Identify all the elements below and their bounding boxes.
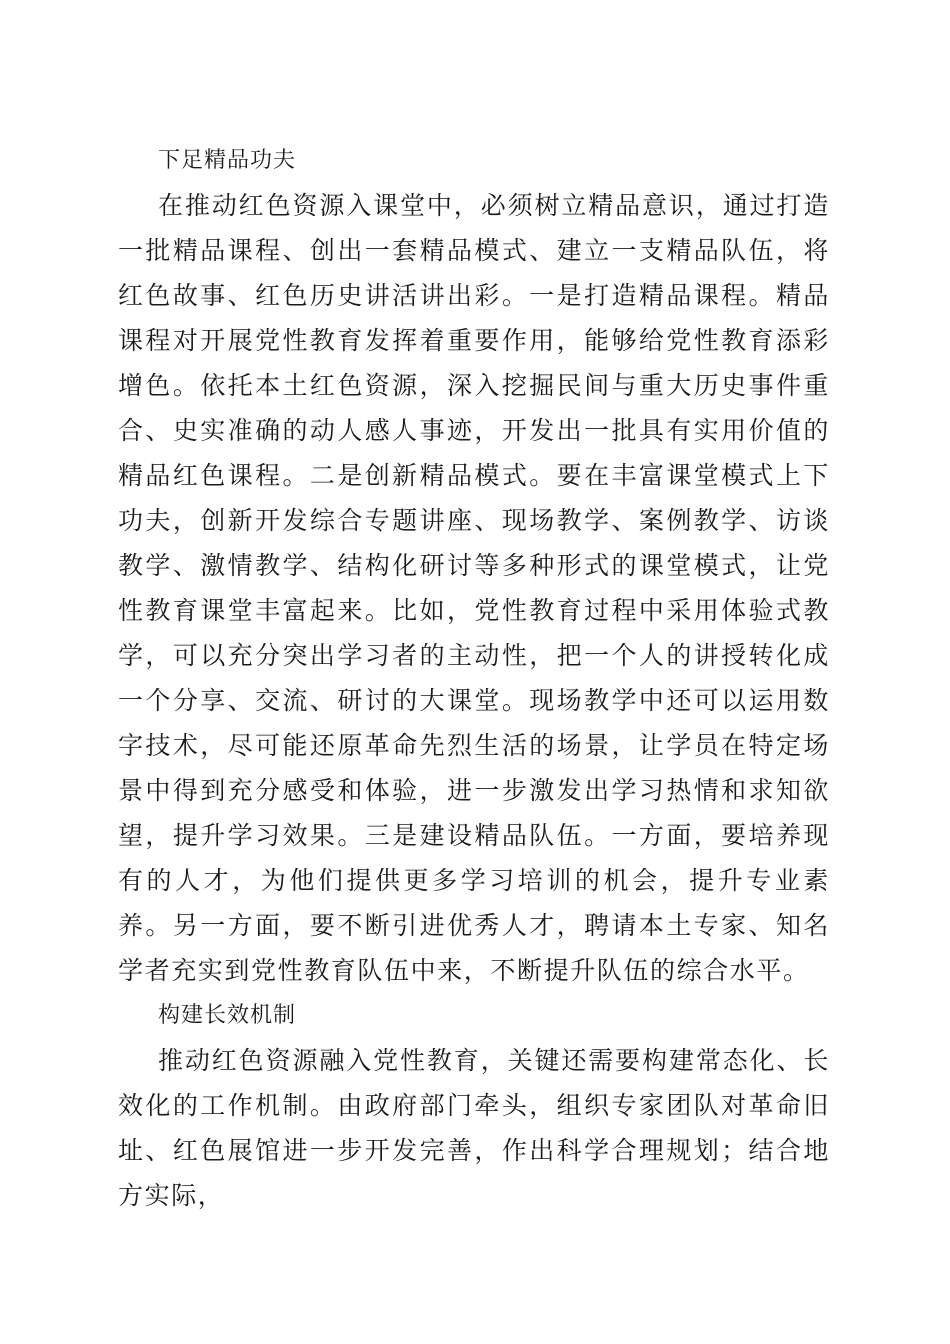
section-paragraph-premium-effort: 在推动红色资源入课堂中，必须树立精品意识，通过打造一批精品课程、创出一套精品模式、建立一支精品队伍，将红色故事、红色历史讲活讲出彩。一是打造精品课程。精品课程对开展党性教育发挥着重要作用，能够给党性教育添彩增色。依托本土红色资源，深入挖掘民间与重大历史事件重合、史实准确的动人感人事迹，开发出一批具有实用价值的精品红色课程。二是创新精品模式。要在丰富课堂模式上下功夫，创新开发综合专题讲座、现场教学、案例教学、访谈教学、激情教学、结构化研讨等多种形式的课堂模式，让党性教育课堂丰富起来。比如，党性教育过程中采用体验式教学，可以充分突出学习者的主动性，把一个人的讲授转化成一个分享、交流、研讨的大课堂。现场教学中还可以运用数字技术，尽可能还原革命先烈生活的场景，让学员在特定场景中得到充分感受和体验，进一步激发出学习热情和求知欲望，提升学习效果。三是建设精品队伍。一方面，要培养现有的人才，为他们提供更多学习培训的机会，提升专业素养。另一方面，要不断引进优秀人才，聘请本土专家、知名学者充实到党性教育队伍中来，不断提升队伍的综合水平。 xyxy=(118,191,830,985)
section-heading-long-term-mechanism: 构建长效机制 xyxy=(158,1003,297,1028)
section-heading-premium-effort: 下足精品功夫 xyxy=(158,148,297,173)
document-body xyxy=(118,138,830,1218)
section-paragraph-long-term-mechanism: 推动红色资源融入党性教育，关键还需要构建常态化、长效化的工作机制。由政府部门牵头，组织专家团队对革命旧址、红色展馆进一步开发完善，作出科学合理规划；结合地方实际， xyxy=(118,1046,830,1210)
